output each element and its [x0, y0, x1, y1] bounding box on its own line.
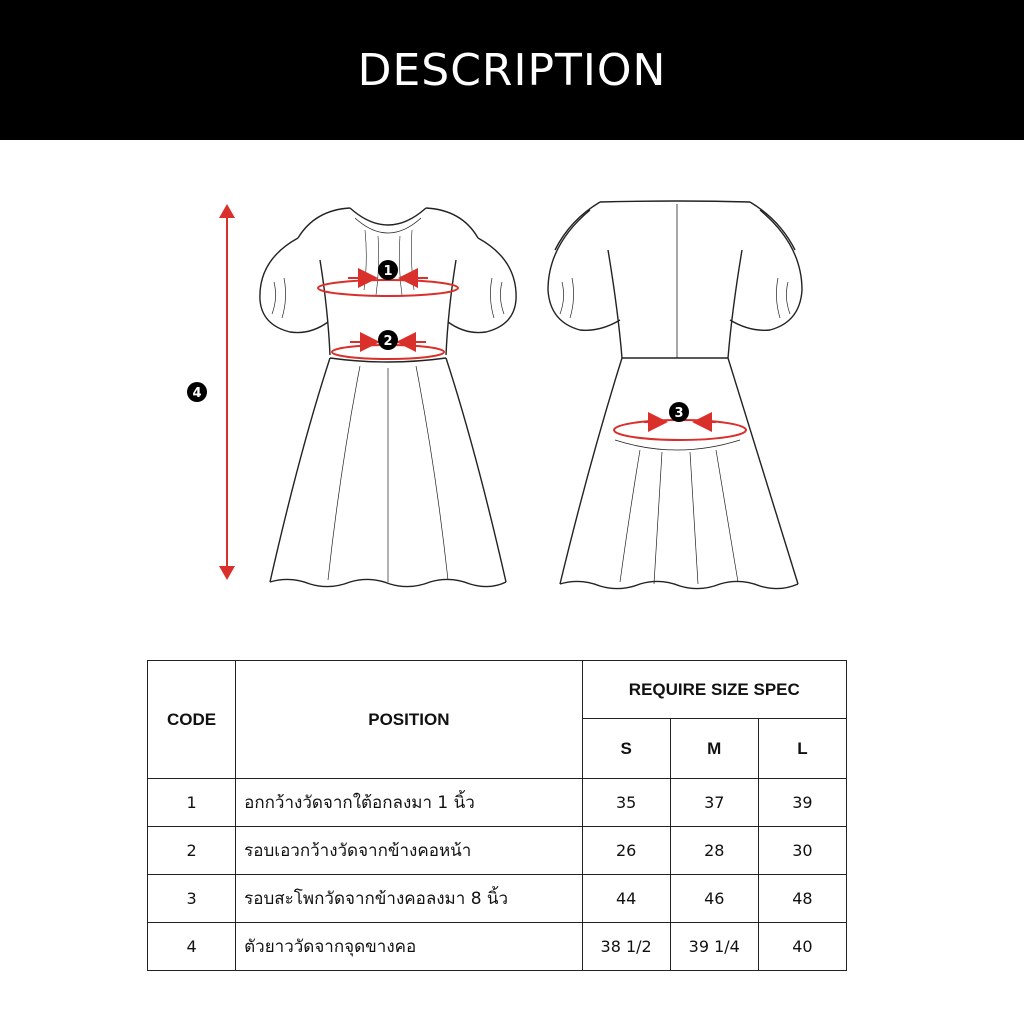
- row-position: ตัวยาววัดจากจุดขางคอ: [236, 923, 582, 971]
- header-size-spec: REQUIRE SIZE SPEC: [582, 661, 846, 719]
- row-value-m: 46: [670, 875, 758, 923]
- back-dress: [548, 201, 802, 589]
- row-value-l: 48: [758, 875, 846, 923]
- header-position: POSITION: [236, 661, 582, 779]
- row-value-s: 35: [582, 779, 670, 827]
- dress-diagram-svg: [150, 190, 850, 600]
- header-code: CODE: [148, 661, 236, 779]
- table-row: [148, 923, 847, 971]
- row-code: 1: [148, 779, 236, 827]
- table-row: [148, 827, 847, 875]
- table-row: [148, 779, 847, 827]
- row-position: รอบเอวกว้างวัดจากข้างคอหน้า: [236, 827, 582, 875]
- bust-measure: [318, 278, 458, 296]
- row-value-s: 44: [582, 875, 670, 923]
- row-position: รอบสะโพกวัดจากข้างคอลงมา 8 นิ้ว: [236, 875, 582, 923]
- length-arrow: [219, 204, 235, 580]
- svg-text:2: 2: [383, 334, 393, 349]
- hip-measure: [614, 420, 746, 440]
- svg-text:1: 1: [383, 264, 393, 279]
- marker-1: [378, 260, 398, 280]
- row-code: 2: [148, 827, 236, 875]
- row-value-l: 40: [758, 923, 846, 971]
- size-spec-table: [147, 660, 847, 971]
- dress-diagram: [150, 190, 850, 600]
- row-value-m: 39 1/4: [670, 923, 758, 971]
- row-code: 4: [148, 923, 236, 971]
- row-position: อกกว้างวัดจากใต้อกลงมา 1 นิ้ว: [236, 779, 582, 827]
- table-header-row: [148, 661, 847, 719]
- row-value-m: 28: [670, 827, 758, 875]
- table-row: [148, 875, 847, 923]
- header-size-s: S: [582, 719, 670, 779]
- row-value-m: 37: [670, 779, 758, 827]
- marker-3: [669, 402, 689, 422]
- marker-2: [378, 330, 398, 350]
- row-value-s: 38 1/2: [582, 923, 670, 971]
- header-size-m: M: [670, 719, 758, 779]
- svg-text:3: 3: [674, 406, 684, 421]
- svg-text:4: 4: [192, 386, 202, 401]
- header-size-l: L: [758, 719, 846, 779]
- marker-4: [187, 382, 207, 402]
- row-value-s: 26: [582, 827, 670, 875]
- row-value-l: 39: [758, 779, 846, 827]
- page-title: DESCRIPTION: [357, 44, 667, 96]
- row-code: 3: [148, 875, 236, 923]
- row-value-l: 30: [758, 827, 846, 875]
- header-bar: [0, 0, 1024, 140]
